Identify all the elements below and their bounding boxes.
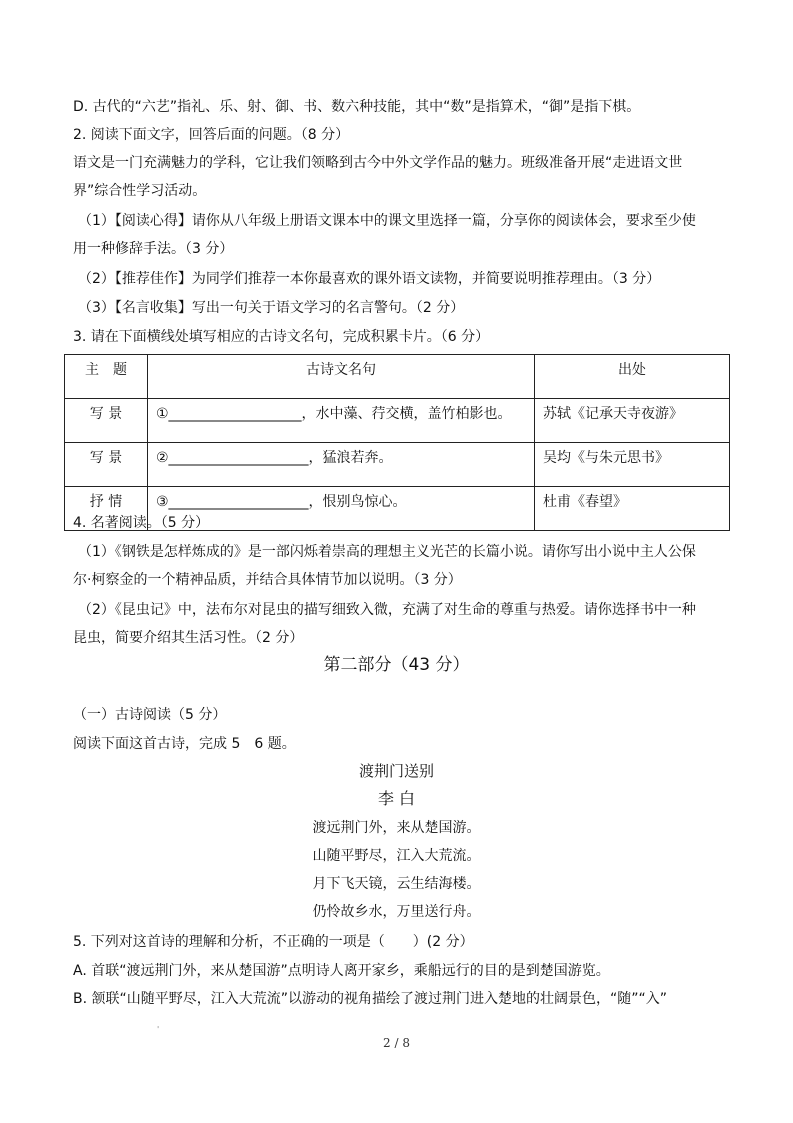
row-quote: ③____________________，恨别鸟惊心。	[148, 487, 535, 531]
table-row	[65, 399, 730, 443]
q2-sub1-line2: 用一种修辞手法。（3 分）	[73, 241, 234, 257]
poem-verse: 月下飞天镜，云生结海楼。	[312, 876, 481, 892]
q4-sub1-line2: 尔·柯察金的一个精神品质，并结合具体情节加以说明。（3 分）	[73, 572, 462, 588]
row-theme: 写 景	[65, 443, 148, 487]
option-d-line: D. 古代的“六艺”指礼、乐、射、御、书、数六种技能，其中“数”是指算术，“御”是指下棋。	[73, 99, 641, 115]
passage-line-2: 界”综合性学习活动。	[73, 183, 207, 199]
row-source: 杜甫《春望》	[535, 487, 730, 531]
poetry-instruction: 阅读下面这首古诗，完成 5 6 题。	[73, 736, 296, 752]
page-number: 2 / 8	[383, 1036, 410, 1050]
q2-sub2: （2）【推荐佳作】为同学们推荐一本你最喜欢的课外语文读物，并简要说明推荐理由。（3 分）	[78, 271, 661, 287]
row-source: 苏轼《记承天寺夜游》	[535, 399, 730, 443]
option-a: A. 首联“渡远荆门外，来从楚国游”点明诗人离开家乡，乘船远行的目的是到楚国游览。	[73, 963, 610, 979]
question-4-title: 4. 名著阅读。（5 分）	[73, 515, 210, 531]
row-quote: ②____________________，猛浪若奔。	[148, 443, 535, 487]
row-source: 吴均《与朱元思书》	[535, 443, 730, 487]
q4-sub1-line1: （1）《钢铁是怎样炼成的》是一部闪烁着崇高的理想主义光芒的长篇小说。请你写出小说中主人公保	[78, 544, 696, 560]
poem-verse: 渡远荆门外，来从楚国游。	[312, 820, 481, 836]
poetry-section-title: （一）古诗阅读（5 分）	[73, 707, 227, 723]
poem-author: 李 白	[377, 789, 416, 808]
header-source: 出处	[535, 355, 730, 399]
poem-verse: 山随平野尽，江入大荒流。	[312, 848, 481, 864]
poem-verse: 仍怜故乡水，万里送行舟。	[312, 904, 481, 920]
q2-sub3: （3）【名言收集】写出一句关于语文学习的名言警句。（2 分）	[78, 300, 465, 316]
passage-line-1: 语文是一门充满魅力的学科，它让我们领略到古今中外文学作品的魅力。班级准备开展“走进语文世	[73, 155, 683, 171]
table-header-row	[65, 355, 730, 399]
stray-mark: '	[157, 1025, 160, 1034]
q4-sub2-line2: 昆虫，简要介绍其生活习性。（2 分）	[73, 630, 304, 646]
table-row	[65, 443, 730, 487]
poem-title: 渡荆门送别	[358, 762, 434, 780]
option-b: B. 颔联“山随平野尽，江入大荒流”以游动的视角描绘了渡过荆门进入楚地的壮阔景色，“随”“入”	[73, 991, 668, 1007]
row-quote: ①___________________，水中藻、荇交横，盖竹柏影也。	[148, 399, 535, 443]
row-theme: 写 景	[65, 399, 148, 443]
accumulation-card-table	[64, 354, 730, 531]
row-theme: 抒 情	[65, 487, 148, 531]
question-2-title: 2. 阅读下面文字，回答后面的问题。（8 分）	[73, 127, 350, 143]
header-quote: 古诗文名句	[148, 355, 535, 399]
header-theme: 主 题	[65, 355, 148, 399]
q4-sub2-line1: （2）《昆虫记》中，法布尔对昆虫的描写细致入微，充满了对生命的尊重与热爱。请你选择书中一种	[78, 602, 696, 618]
question-3-title: 3. 请在下面横线处填写相应的古诗文名句，完成积累卡片。（6 分）	[73, 329, 490, 345]
q2-sub1-line1: （1）【阅读心得】请你从八年级上册语文课本中的课文里选择一篇，分享你的阅读体会，要求至少使	[78, 213, 696, 229]
question-5-title: 5. 下列对这首诗的理解和分析，不正确的一项是（ ）(2 分）	[73, 934, 474, 950]
section-2-heading: 第二部分（43 分）	[323, 655, 470, 675]
